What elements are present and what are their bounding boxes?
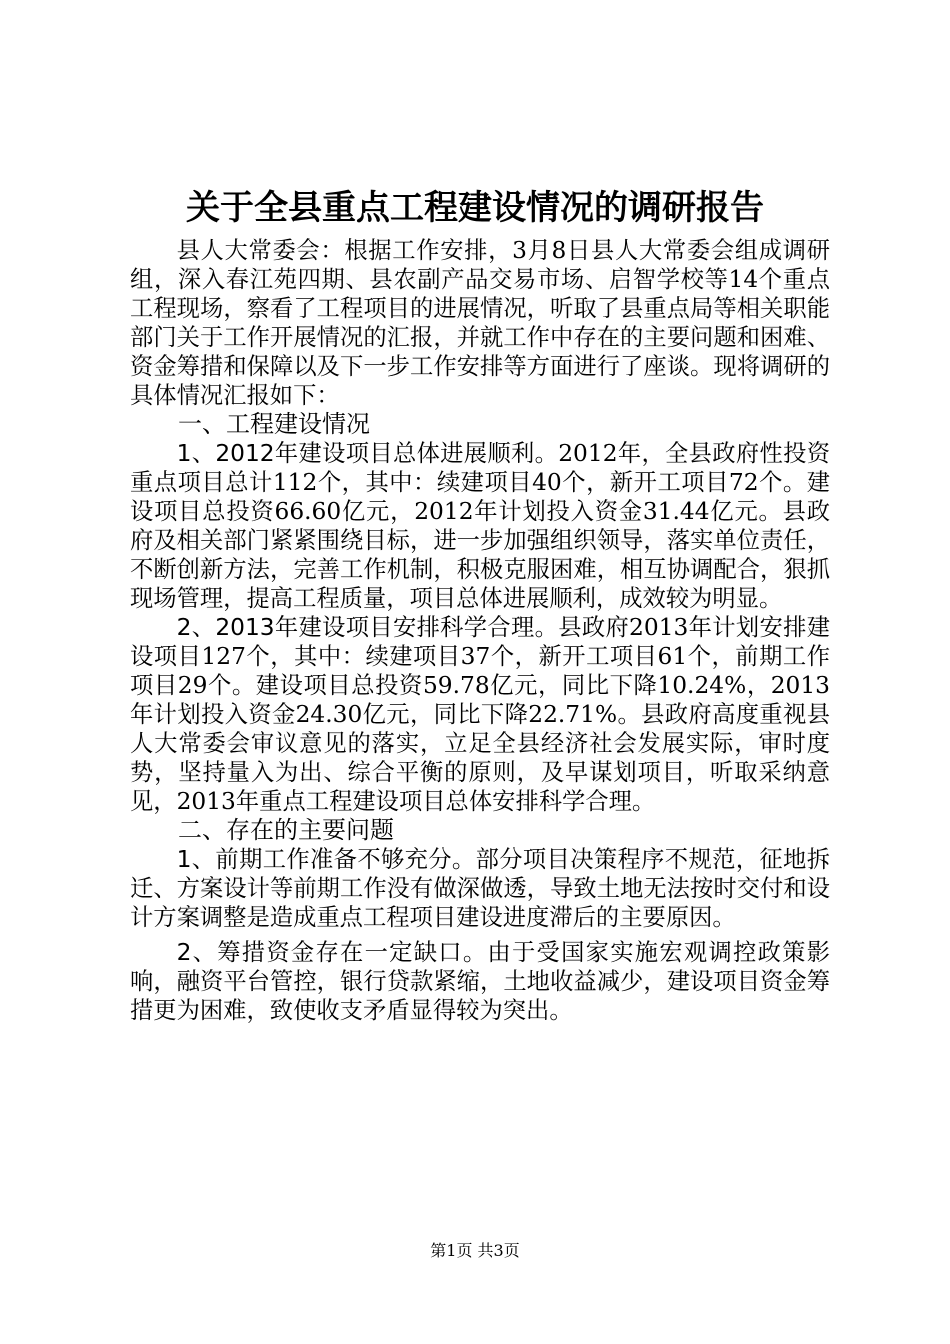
section1-item1 xyxy=(130,439,830,613)
document-body xyxy=(130,236,830,1025)
section-heading-1: 一、工程建设情况 xyxy=(178,410,370,438)
section2-item2 xyxy=(130,938,830,1025)
section1-item2-text: 县政府2013年计划安排建设项目127个，其中：续建项目37个，新开工项目61个，前期工作项目29个。建设项目总投资59.78亿元，同比下降10.24%，2013年计划投入资金24.30亿元，同比下降22.71%。县政府高度重视县人大常委会审议意见的落实，立足全县经济社会发展实际，审时度势，坚持量入为出、综合平衡的原则，及早谋划项目，听取采纳意见，2013年重点工程建设项目总体安排科学合理。 xyxy=(130,614,830,815)
section2-item1 xyxy=(130,845,830,932)
section1-item2 xyxy=(130,613,830,816)
document-title: 关于全县重点工程建设情况的调研报告 xyxy=(186,188,764,228)
section2-item1-lead: 1、前期工作准备不够充分。 xyxy=(176,846,476,873)
section2-item2-lead: 2、筹措资金存在一定缺口。 xyxy=(176,939,488,966)
section2-item2-text: 由于受国家实施宏观调控政策影响，融资平台管控，银行贷款紧缩，土地收益减少，建设项目资金筹措更为困难，致使收支矛盾显得较为突出。 xyxy=(130,939,831,1024)
section-heading-2: 二、存在的主要问题 xyxy=(178,816,394,844)
section2-item1-text: 部分项目决策程序不规范，征地拆迁、方案设计等前期工作没有做深做透，导致土地无法按时交付和设计方案调整是造成重点工程项目建设进度滞后的主要原因。 xyxy=(130,846,831,931)
page-footer: 第1页 共3页 xyxy=(430,1241,520,1260)
section1-item1-text: 2012年，全县政府性投资重点项目总计112个，其中：续建项目40个，新开工项目72个。建设项目总投资66.60亿元，2012年计划投入资金31.44亿元。县政府及相关部门紧紧围绕目标，进一步加强组织领导，落实单位责任，不断创新方法，完善工作机制，积极克服困难，相互协调配合，狠抓现场管理，提高工程质量，项目总体进展顺利，成效较为明显。 xyxy=(130,440,830,612)
section1-item1-lead: 1、2012年建设项目总体进展顺利。 xyxy=(176,440,559,467)
section1-item2-lead: 2、2013年建设项目安排科学合理。 xyxy=(176,614,559,641)
intro-paragraph: 县人大常委会：根据工作安排，3月8日县人大常委会组成调研组，深入春江苑四期、县农副产品交易市场、启智学校等14个重点工程现场，察看了工程项目的进展情况，听取了县重点局等相关职能部门关于工作开展情况的汇报，并就工作中存在的主要问题和困难、资金筹措和保障以及下一步工作安排等方面进行了座谈。现将调研的具体情况汇报如下： xyxy=(130,237,830,409)
